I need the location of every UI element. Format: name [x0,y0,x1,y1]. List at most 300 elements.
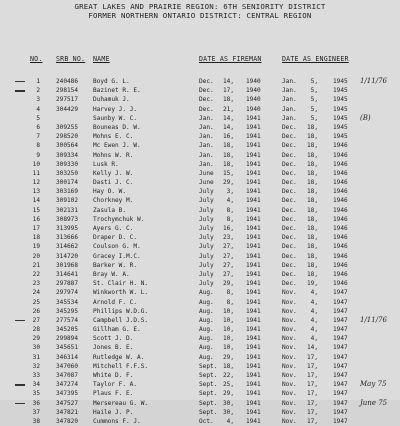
engineer-month: Dec. [282,133,297,141]
srb-number: 347821 [56,408,79,416]
table-row [0,151,400,160]
fireman-year: 1941 [246,252,261,260]
row-number: 33 [32,372,40,379]
engineer-month: Dec. [282,270,297,278]
row-number: 30 [32,344,40,352]
fireman-month: Dec. [199,78,214,85]
employee-name: Trochymchuk W. [93,215,145,223]
srb-number: 314662 [56,243,79,251]
engineer-day: 18, [306,151,318,159]
row-number: 5 [36,114,40,122]
fireman-month: July [199,252,214,260]
engineer-month: Dec. [282,142,297,150]
fireman-year: 1941 [246,206,261,214]
srb-number: 347820 [56,417,79,425]
employee-name: Rutledge W. A. [93,353,145,361]
fireman-month: July [199,270,214,278]
fireman-day: 10, [222,326,234,334]
column-header-srb: SRB NO. [56,55,86,63]
engineer-month: Nov. [282,326,297,334]
row-number: 16 [32,215,40,223]
fireman-year: 1940 [246,96,261,104]
employee-name: Coulson G. M. [93,243,141,251]
engineer-day: 4, [310,326,318,334]
engineer-day: 17, [306,390,318,398]
fireman-month: July [199,234,214,242]
engineer-day: 17, [306,362,318,370]
engineer-day: 18, [306,133,318,141]
fireman-day: 10, [222,316,234,324]
table-row [0,215,400,224]
table-row [0,242,400,251]
engineer-year: 1946 [333,142,348,150]
engineer-month: Dec. [282,160,297,168]
srb-number: 313995 [56,225,79,232]
engineer-year: 1945 [333,133,348,141]
handwritten-note: June 75 [360,398,388,407]
engineer-day: 18, [306,252,318,260]
table-row [0,389,400,398]
engineer-year: 1945 [333,114,348,122]
engineer-month: Jan. [282,114,297,122]
engineer-year: 1947 [333,408,348,416]
engineer-year: 1946 [333,169,348,177]
engineer-month: Nov. [282,362,297,370]
employee-name: Bazinet R. E. [93,87,141,95]
row-number: 15 [32,206,40,214]
engineer-day: 19, [306,280,318,288]
engineer-day: 17, [306,353,318,361]
engineer-day: 18, [306,206,318,214]
row-number: 6 [36,123,40,131]
employee-name: Cummons F. J. [93,417,141,425]
srb-number: 298520 [56,133,79,141]
fireman-year: 1941 [246,417,261,425]
engineer-year: 1947 [333,353,348,361]
table-row [0,224,400,233]
fireman-day: 10, [222,344,234,352]
engineer-day: 18, [306,142,318,150]
table-row [0,95,400,104]
fireman-year: 1941 [246,335,261,343]
engineer-year: 1946 [333,151,348,159]
employee-name: Chorkney M. [93,197,134,205]
table-row [0,325,400,334]
fireman-day: 29, [222,179,234,187]
engineer-month: Dec. [282,151,297,159]
table-row [0,187,400,196]
employee-name: Winkworth W. L. [93,289,149,297]
employee-name: Zasula B. [93,206,127,214]
fireman-day: 14, [222,114,234,122]
srb-number: 297887 [56,280,79,288]
fireman-day: 27, [222,270,234,278]
fireman-month: Jan. [199,133,214,141]
srb-number: 300174 [56,179,79,187]
engineer-month: Dec. [282,280,297,288]
row-number: 36 [32,399,40,407]
table-row [0,408,400,417]
engineer-year: 1947 [333,316,348,324]
srb-number: 314720 [56,252,79,260]
engineer-day: 17, [306,399,318,407]
employee-name: Kelly J. W. [93,169,134,177]
column-header-name: NAME [93,55,110,63]
engineer-year: 1946 [333,280,348,288]
srb-number: 297517 [56,96,79,104]
srb-number: 300564 [56,142,79,150]
fireman-month: Aug. [199,307,214,315]
row-number: 9 [36,151,40,159]
srb-number: 299894 [56,335,79,343]
employee-name: Campbell J.D.S. [93,316,149,324]
fireman-year: 1941 [246,225,261,232]
row-number: 24 [32,289,40,297]
fireman-year: 1941 [246,372,261,379]
fireman-year: 1941 [246,408,261,416]
fireman-month: Aug. [199,316,214,324]
fireman-month: Jan. [199,123,214,131]
fireman-year: 1941 [246,261,261,269]
srb-number: 345205 [56,326,79,334]
fireman-day: 21, [222,105,234,113]
fireman-year: 1941 [246,280,261,288]
engineer-day: 5, [310,105,318,113]
engineer-day: 14, [306,344,318,352]
fireman-year: 1941 [246,289,261,297]
row-number: 13 [32,188,40,196]
engineer-day: 18, [306,160,318,168]
fireman-day: 30, [222,408,234,416]
employee-name: Hay O. W. [93,188,127,196]
column-header-engineer: DATE AS ENGINEER [282,55,349,63]
fireman-month: Sept. [199,390,218,398]
srb-number: 347395 [56,390,79,398]
srb-number: 346314 [56,353,79,361]
employee-name: Haile J. P. [93,408,134,416]
table-row [0,252,400,261]
employee-name: Saunby W. C. [93,114,138,122]
employee-name: White D. F. [93,372,134,379]
engineer-month: Jan. [282,78,297,85]
fireman-day: 18, [222,151,234,159]
engineer-day: 17, [306,381,318,389]
employee-name: Mohns W. R. [93,151,134,159]
row-number: 34 [32,381,40,389]
fireman-year: 1941 [246,123,261,131]
fireman-month: Jan. [199,160,214,168]
engineer-month: Dec. [282,215,297,223]
fireman-day: 18, [222,142,234,150]
srb-number: 298154 [56,87,79,95]
fireman-day: 29, [222,280,234,288]
engineer-month: Dec. [282,123,297,131]
engineer-month: Dec. [282,243,297,251]
header-line-2: FORMER NORTHERN ONTARIO DISTRICT: CENTRAL REGION [88,11,312,20]
table-row [0,380,400,389]
fireman-month: Jan. [199,151,214,159]
engineer-day: 18, [306,197,318,205]
row-number: 28 [32,326,40,334]
engineer-day: 5, [310,96,318,104]
fireman-day: 22, [222,372,234,379]
fireman-month: Sept. [199,362,218,370]
row-number: 27 [32,316,40,324]
engineer-year: 1945 [333,105,348,113]
srb-number: 277574 [56,316,79,324]
engineer-month: Jan. [282,96,297,104]
engineer-year: 1946 [333,243,348,251]
srb-number: 301968 [56,261,79,269]
fireman-day: 16, [222,133,234,141]
row-number: 14 [32,197,40,205]
fireman-month: Jan. [199,142,214,150]
table-row [0,77,400,86]
table-row [0,362,400,371]
employee-name: Jones B. E. [93,344,134,352]
row-number: 12 [32,179,40,187]
fireman-month: Dec. [199,96,214,104]
fireman-month: July [199,215,214,223]
srb-number: 347060 [56,362,79,370]
table-row [0,353,400,362]
fireman-month: Aug. [199,289,214,297]
fireman-month: Dec. [199,87,214,95]
engineer-month: Dec. [282,197,297,205]
fireman-month: Sept. [199,408,218,416]
engineer-year: 1946 [333,160,348,168]
engineer-month: Dec. [282,225,297,232]
fireman-year: 1941 [246,381,261,389]
srb-number: 240486 [56,78,79,85]
engineer-year: 1946 [333,252,348,260]
engineer-year: 1947 [333,390,348,398]
srb-number: 313666 [56,234,79,242]
engineer-month: Nov. [282,298,297,306]
employee-name: Arnold F. C. [93,298,138,306]
engineer-day: 18, [306,179,318,187]
fireman-year: 1941 [246,197,261,205]
fireman-month: July [199,206,214,214]
srb-number: 297974 [56,289,79,297]
employee-name: Bray W. A. [93,270,130,278]
engineer-day: 5, [310,78,318,85]
table-row [0,141,400,150]
fireman-month: Aug. [199,344,214,352]
engineer-month: Nov. [282,344,297,352]
employee-name: Phillips W.D.G. [93,307,149,315]
fireman-day: 15, [222,169,234,177]
table-row [0,233,400,242]
srb-number: 347087 [56,372,79,379]
table-row [0,206,400,215]
fireman-day: 27, [222,243,234,251]
fireman-year: 1940 [246,78,261,85]
row-number: 2 [36,87,40,95]
employee-name: Dasti J. C. [93,179,134,187]
employee-name: Draper D. C. [93,234,138,242]
row-number: 31 [32,353,40,361]
employee-name: Gracey I.M.C. [93,252,141,260]
row-number: 37 [32,408,40,416]
fireman-day: 18, [222,160,234,168]
srb-number: 347527 [56,399,79,407]
engineer-month: Nov. [282,417,297,425]
engineer-day: 4, [310,289,318,297]
fireman-year: 1941 [246,114,261,122]
fireman-day: 29, [222,353,234,361]
srb-number: 308973 [56,215,79,223]
table-row [0,196,400,205]
seniority-list [0,77,400,426]
fireman-year: 1941 [246,362,261,370]
engineer-day: 18, [306,270,318,278]
row-number: 7 [36,133,40,141]
engineer-year: 1947 [333,307,348,315]
fireman-day: 4, [226,417,234,425]
table-row [0,105,400,114]
employee-name: Mersereau G. W. [93,399,149,407]
handwritten-note: (B) [360,113,371,122]
table-row [0,169,400,178]
row-number: 4 [36,105,40,113]
table-row [0,307,400,316]
srb-number: 302131 [56,206,79,214]
engineer-year: 1945 [333,123,348,131]
srb-number: 309334 [56,151,79,159]
engineer-month: Nov. [282,289,297,297]
table-row [0,178,400,187]
fireman-day: 18, [222,362,234,370]
fireman-year: 1941 [246,142,261,150]
fireman-day: 4, [226,197,234,205]
engineer-month: Dec. [282,206,297,214]
table-row [0,123,400,132]
engineer-month: Dec. [282,169,297,177]
fireman-year: 1941 [246,399,261,407]
srb-number: 303169 [56,188,79,196]
engineer-year: 1947 [333,372,348,379]
engineer-day: 18, [306,261,318,269]
fireman-month: Jan. [199,114,214,122]
engineer-month: Nov. [282,390,297,398]
engineer-day: 18, [306,215,318,223]
engineer-month: Dec. [282,188,297,196]
row-number: 3 [36,96,40,104]
engineer-month: Nov. [282,307,297,315]
engineer-day: 17, [306,417,318,425]
row-number: 17 [32,225,40,232]
srb-number: 304429 [56,105,79,113]
row-number: 1 [36,78,40,85]
fireman-day: 8, [226,289,234,297]
engineer-year: 1947 [333,417,348,425]
engineer-day: 17, [306,408,318,416]
row-number: 38 [32,417,40,425]
row-number: 29 [32,335,40,343]
table-row [0,316,400,325]
employee-name: Harvey J. J. [93,105,138,113]
engineer-month: Dec. [282,234,297,242]
column-header-fireman: DATE AS FIREMAN [199,55,262,63]
engineer-year: 1947 [333,335,348,343]
fireman-month: Sept. [199,372,218,379]
engineer-year: 1946 [333,206,348,214]
engineer-month: Dec. [282,179,297,187]
engineer-year: 1947 [333,381,348,389]
engineer-month: Nov. [282,372,297,379]
table-row [0,132,400,141]
fireman-year: 1941 [246,307,261,315]
engineer-day: 4, [310,307,318,315]
engineer-year: 1945 [333,87,348,95]
engineer-year: 1946 [333,270,348,278]
column-header-no: NO. [30,55,43,63]
fireman-month: Aug. [199,335,214,343]
engineer-year: 1946 [333,215,348,223]
fireman-day: 17, [222,87,234,95]
employee-name: Mohns E. C. [93,133,134,141]
engineer-month: Nov. [282,316,297,324]
fireman-year: 1941 [246,298,261,306]
engineer-month: Nov. [282,335,297,343]
fireman-day: 27, [222,252,234,260]
engineer-year: 1947 [333,399,348,407]
engineer-day: 5, [310,87,318,95]
engineer-year: 1947 [333,289,348,297]
srb-number: 309330 [56,160,79,168]
employee-name: Barker W. R. [93,261,138,269]
employee-name: Taylor F. A. [93,381,138,389]
row-number: 8 [36,142,40,150]
engineer-day: 4, [310,298,318,306]
engineer-month: Dec. [282,261,297,269]
engineer-year: 1946 [333,225,348,232]
engineer-day: 18, [306,123,318,131]
row-number: 19 [32,243,40,251]
fireman-year: 1941 [246,188,261,196]
engineer-month: Nov. [282,381,297,389]
engineer-day: 18, [306,243,318,251]
employee-name: Lusk R. [93,160,119,168]
fireman-day: 8, [226,206,234,214]
employee-name: Plaus F. E. [93,390,134,398]
handwritten-note: May 75 [360,380,387,389]
fireman-month: Aug. [199,353,214,361]
table-row [0,288,400,297]
fireman-year: 1940 [246,87,261,95]
fireman-day: 8, [226,215,234,223]
fireman-month: July [199,197,214,205]
engineer-day: 4, [310,316,318,324]
employee-name: Boyd G. L. [93,78,130,85]
table-row [0,261,400,270]
engineer-year: 1946 [333,234,348,242]
fireman-year: 1941 [246,151,261,159]
table-row [0,279,400,288]
engineer-year: 1946 [333,197,348,205]
engineer-month: Nov. [282,399,297,407]
fireman-year: 1941 [246,234,261,242]
row-number: 25 [32,298,40,306]
row-number: 11 [32,169,40,177]
srb-number: 347274 [56,381,79,389]
row-number: 23 [32,280,40,288]
fireman-day: 16, [222,225,234,232]
fireman-year: 1941 [246,270,261,278]
engineer-year: 1946 [333,179,348,187]
fireman-year: 1940 [246,105,261,113]
